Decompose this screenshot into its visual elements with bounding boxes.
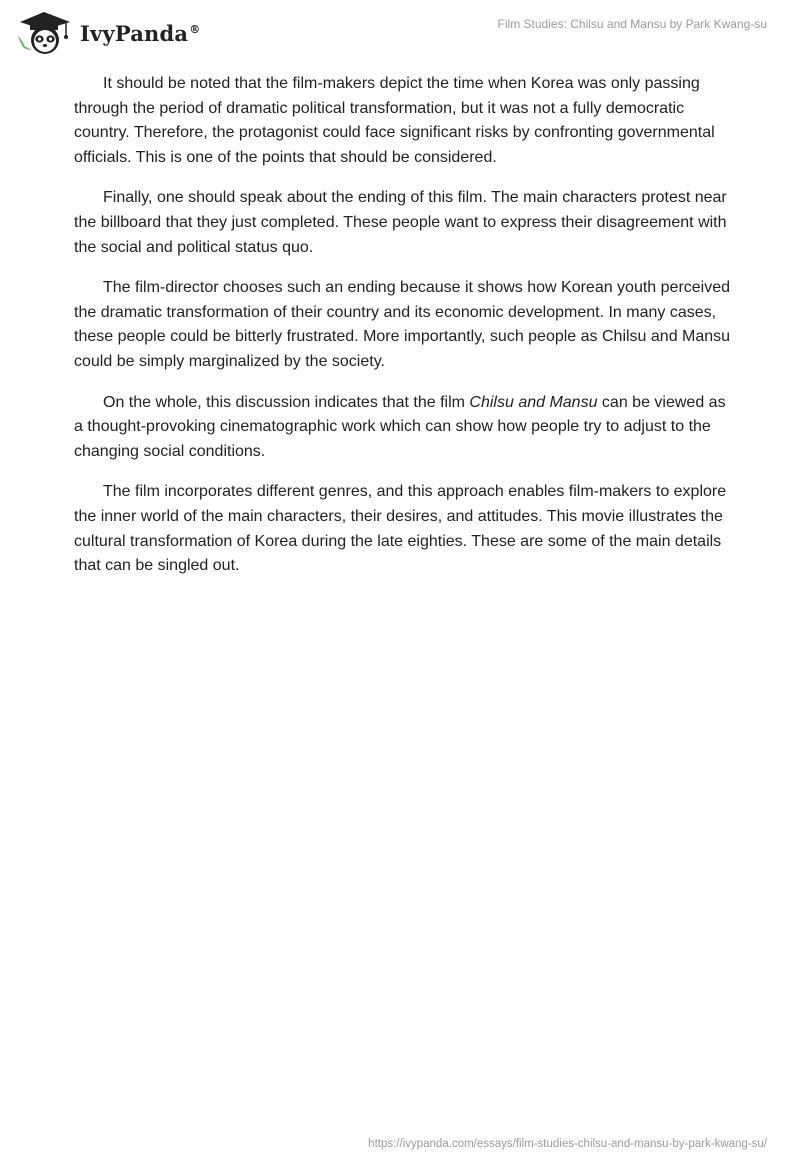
paragraph: The film-director chooses such an ending because it shows how Korean youth perceived the dramatic transformation of their country and its economic development. In many cases, these people could be bitterly frustrated. More importantly, such people as Chilsu and Mansu could be simply marginalized by the society. xyxy=(74,279,731,370)
document-title: Film Studies: Chilsu and Mansu by Park Kwang-su xyxy=(497,17,767,31)
paragraph: It should be noted that the film-makers depict the time when Korea was only passing through the period of dramatic political transformation, but it was not a fully democratic country. Therefore, the protagonist could face significant risks by confronting governmental officials. This is one of the points that should be considered. xyxy=(74,75,715,166)
paragraph-text: On the whole, this discussion indicates that the film xyxy=(103,393,470,411)
film-title: Chilsu and Mansu xyxy=(469,393,598,411)
essay-body xyxy=(74,72,734,595)
logo-wordmark: IvyPanda® xyxy=(80,20,201,46)
paragraph-text: can be viewed as a thought-provoking cinematographic work which can show how people try to adjust to the changing social conditions. xyxy=(74,393,726,460)
paragraph xyxy=(74,391,734,465)
panda-graduate-icon xyxy=(14,8,76,56)
paragraph: The film incorporates different genres, and this approach enables film-makers to explore the inner world of the main characters, their desires, and attitudes. This movie illustrates the cultural transformation of Korea during the late eighties. These are some of the main details that can be singled out. xyxy=(74,483,727,575)
source-url[interactable]: https://ivypanda.com/essays/film-studies-chilsu-and-mansu-by-park-kwang-su/ xyxy=(368,1138,767,1150)
paragraph: Finally, one should speak about the ending of this film. The main characters protest near the billboard that they just completed. These people want to express their disagreement with the social and political status quo. xyxy=(74,189,727,256)
page-header xyxy=(0,0,800,64)
ivypanda-logo[interactable] xyxy=(14,8,200,56)
